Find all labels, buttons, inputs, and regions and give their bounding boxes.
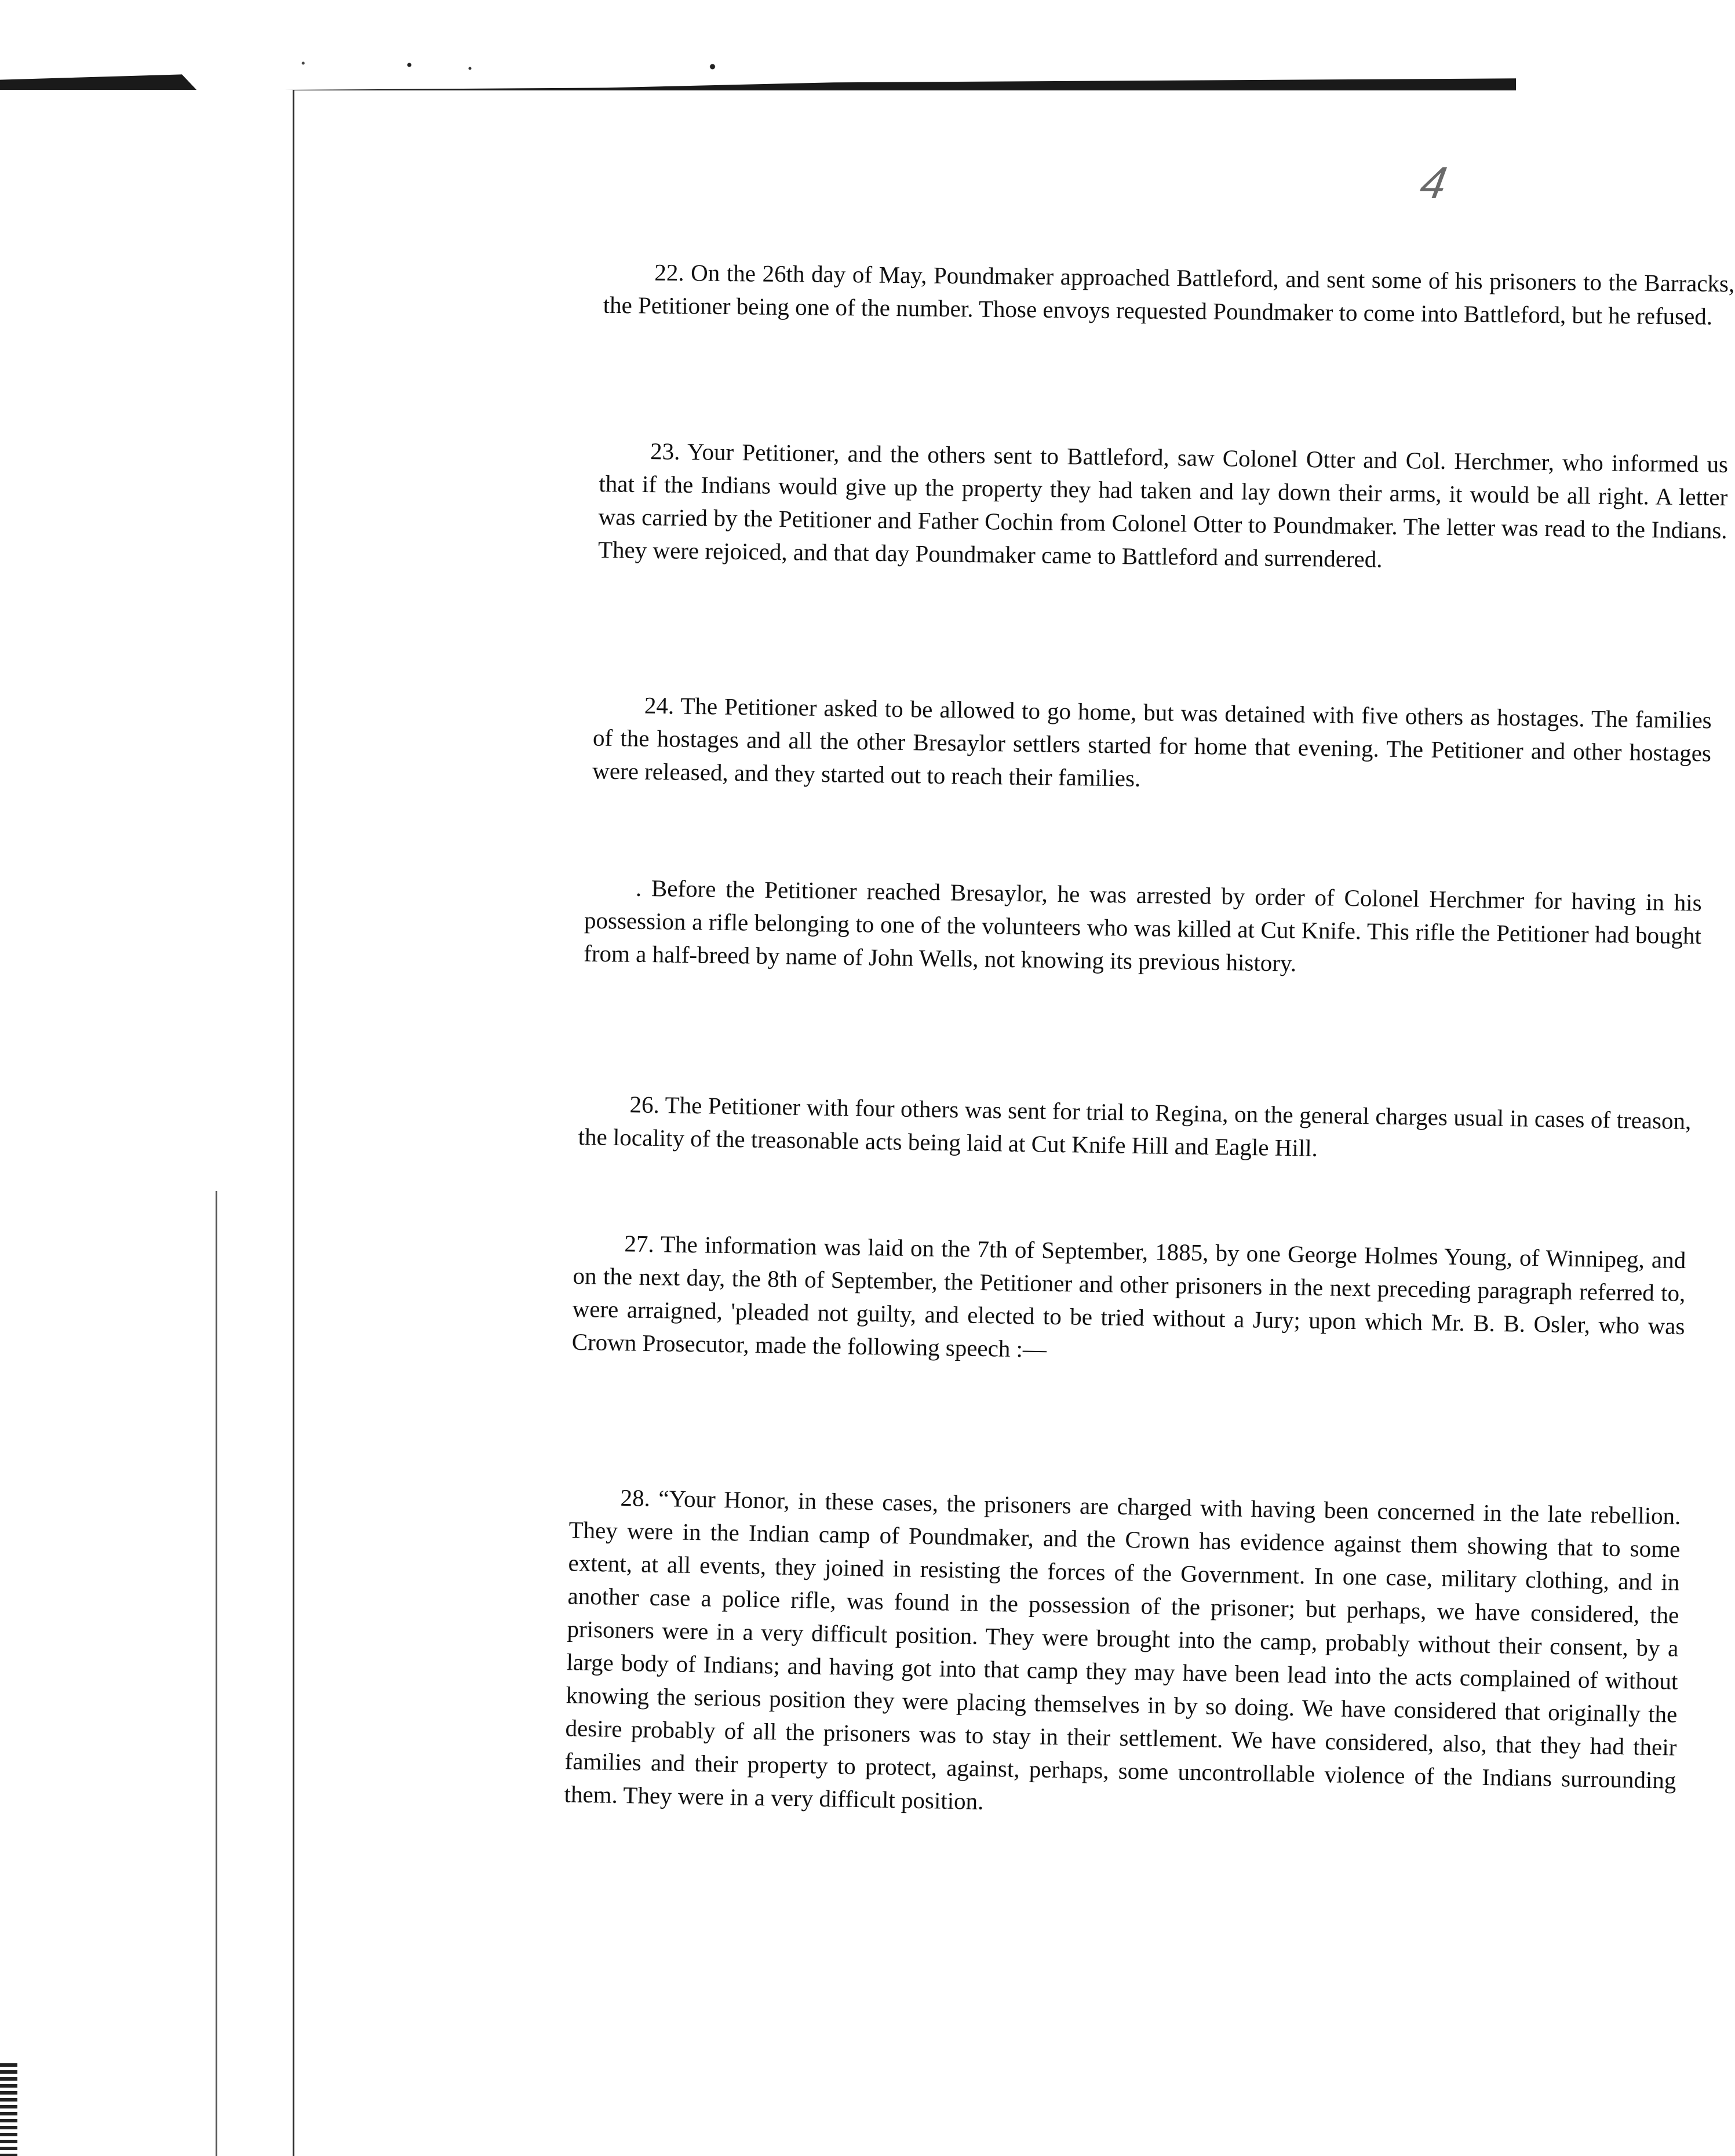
paragraph-27: 27. The information was laid on the 7th of September, 1885, by one George Holmes Young, of Winnipeg, and on the next day, the 8th of September, the Petitioner and other prisoners in the next preceding paragraph referred to, were arraigned, 'pleaded not guilty, and elected to be tried without a Jury; upon which Mr. B. B. Osler, who was Crown Prosecutor, made the following speech :— bbox=[571, 1230, 1686, 1363]
paragraph-26: 26. The Petitioner with four others was sent for trial to Regina, on the general charges usual in cases of treason, the locality of the treasonable acts being laid at Cut Knife Hill and Eagle Hill. bbox=[578, 1091, 1692, 1161]
scan-specks bbox=[0, 58, 1516, 75]
paragraph-25: . Before the Petitioner reached Bresaylor, he was arrested by order of Colonel Herchmer for having in his possession a rifle belonging to one of the volunteers who was killed at Cut Knife. This rifle the Petitioner had bought from a half-breed by name of John Wells, not knowing its previous history. bbox=[583, 874, 1703, 977]
scan-top-border bbox=[0, 0, 1516, 93]
paragraph-24: 24. The Petitioner asked to be allowed to go home, but was detained with five others as hostages. The families of the hostages and all the other Bresaylor settlers started for home that evening. The Petitioner and other hostages were released, and they started out to reach their families. bbox=[592, 691, 1712, 792]
document-page bbox=[294, 93, 1735, 2156]
handwritten-page-mark: 4 bbox=[1416, 157, 1451, 208]
paragraph-23: 23. Your Petitioner, and the others sent to Battleford, saw Colonel Otter and Col. Herchmer, who informed us that if the Indians would give up the property they had taken and lay down their arms, it would be all right. A letter was carried by the Petitioner and Father Cochin from Colonel Otter to Poundmaker. The letter was read to the Indians. They were rejoiced, and that day Poundmaker came to Battleford and surrendered. bbox=[597, 438, 1729, 573]
paragraph-28: 28. “Your Honor, in these cases, the prisoners are charged with having been concerned in the late rebellion. They were in the Indian camp of Poundmaker, and the Crown has evidence against them showing that to some extent, at all events, they joined in resisting the forces of the Government. In one case, military clothing, and in another case a police rifle, was found in the possession of the prisoner; but perhaps, we have considered, the prisoners were in a very difficult position. They were brought into the camp, probably without their consent, by a large body of Indians; and having got into that camp they may have been lead into the acts complained of without knowing the serious position they were placing themselves in by so doing. We have considered that originally the desire probably of all the prisoners was to stay in their settlement. We have considered, also, that they had their families and their property to protect, against, perhaps, some uncontrollable violence of the Indians surrounding them. They were in a very difficult position. bbox=[564, 1484, 1681, 1815]
binding-gutter bbox=[0, 2063, 17, 2156]
facing-blank-page bbox=[0, 90, 294, 2156]
paragraph-22: 22. On the 26th day of May, Poundmaker approached Battleford, and sent some of his prisoners to the Barracks, the Petitioner being one of the number. Those envoys requested Poundmaker to come into Battleford, but he refused. bbox=[603, 258, 1735, 330]
page-crease bbox=[216, 1191, 217, 2156]
